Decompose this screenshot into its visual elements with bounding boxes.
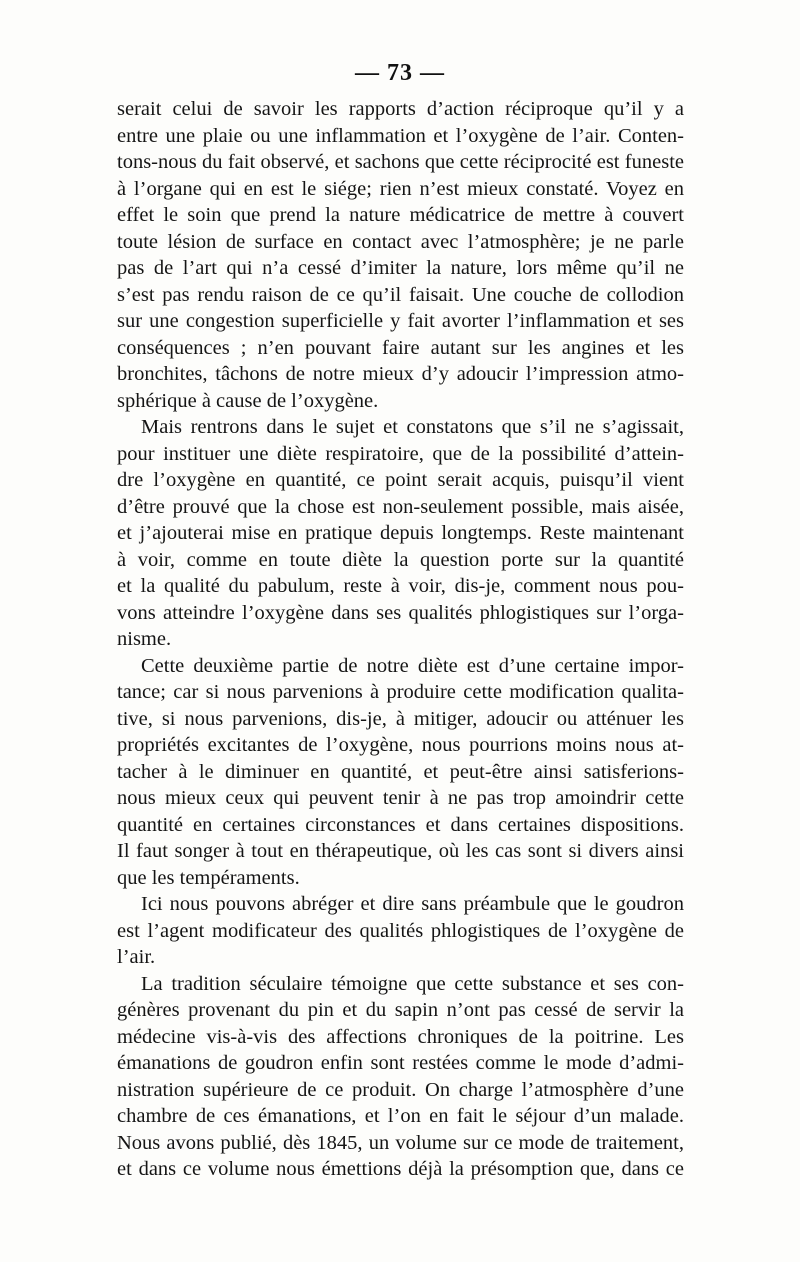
text-line: propriétés excitantes de l’oxygène, nous pourrions moins nous at- [117,734,684,756]
text-line: que les tempéraments. [117,866,300,889]
text-line: toute lésion de surface en contact avec l’atmosphère; je ne parle [117,230,684,253]
text-line: Mais rentrons dans le sujet et constatons que s’il ne s’agissait, [141,416,684,438]
text-line: à l’organe qui en est le siége; rien n’est mieux constaté. Voyez en [117,177,684,200]
text-line: Il faut songer à tout en thérapeutique, où les cas sont si divers ainsi [117,840,684,862]
text-line: nisme. [117,628,172,650]
text-line: tacher à le diminuer en quantité, et peut-être ainsi satisferions- [117,760,684,783]
text-line: tive, si nous parvenions, dis-je, à mitiger, adoucir ou atténuer les [117,707,684,730]
text-line: tance; car si nous parvenions à produire cette modification qualita- [117,681,684,703]
text-line: Nous avons publié, dès 1845, un volume sur ce mode de traitement, [117,1131,684,1154]
paragraph [117,96,684,414]
text-line: chambre de ces émanations, et l’on en fait le séjour d’un malade. [117,1105,684,1127]
text-line: bronchites, tâchons de notre mieux d’y adoucir l’impression atmo- [117,363,684,385]
text-line: tons-nous du fait observé, et sachons que cette réciprocité est funeste [117,151,684,173]
text-line: émanations de goudron enfin sont restées comme le mode d’admi- [117,1052,684,1074]
text-line: Ici nous pouvons abréger et dire sans préambule que le goudron [141,893,684,915]
text-line: pour instituer une diète respiratoire, que de la possibilité d’attein- [117,442,684,465]
text-line: pas de l’art qui n’a cessé d’imiter la nature, lors même qu’il ne [117,257,684,279]
text-line: effet le soin que prend la nature médicatrice de mettre à couvert [117,204,684,226]
text-line: est l’agent modificateur des qualités phlogistiques de l’oxygène de [117,919,684,942]
text-line: génères provenant du pin et du sapin n’ont pas cessé de servir la [117,999,684,1021]
page-number: — 73 — [355,60,445,86]
text-line: sphérique à cause de l’oxygène. [117,389,379,412]
text-line: à voir, comme en toute diète la question porte sur la quantité [117,548,684,571]
text-line: quantité en certaines circonstances et dans certaines dispositions. [117,813,684,836]
text-line: nous mieux ceux qui peuvent tenir à ne pas trop amoindrir cette [117,787,684,809]
text-line: médecine vis-à-vis des affections chroniques de la poitrine. Les [117,1025,684,1048]
text-line: vons atteindre l’oxygène dans ses qualités phlogistiques sur l’orga- [117,601,684,624]
paragraph [117,414,684,653]
text-line: et j’ajouterai mise en pratique depuis longtemps. Reste maintenant [117,522,684,544]
text-line: d’être prouvé que la chose est non-seulement possible, mais aisée, [117,495,684,518]
body-text [117,96,684,1183]
text-line: sur une congestion superficielle y fait avorter l’inflammation et ses [117,310,684,332]
paragraph [117,653,684,892]
text-line: l’air. [117,946,156,968]
text-line: conséquences ; n’en pouvant faire autant sur les angines et les [117,336,684,359]
text-line: et la qualité du pabulum, reste à voir, dis-je, comment nous pou- [117,575,684,597]
text-line: nistration supérieure de ce produit. On charge l’atmosphère d’une [117,1078,684,1101]
text-line: serait celui de savoir les rapports d’action réciproque qu’il y a [117,98,684,120]
text-line: La tradition séculaire témoigne que cette substance et ses con- [141,972,684,995]
paragraph [117,891,684,971]
text-line: dre l’oxygène en quantité, ce point serait acquis, puisqu’il vient [117,469,684,491]
text-line: et dans ce volume nous émettions déjà la présomption que, dans ce [117,1158,684,1180]
text-line: Cette deuxième partie de notre diète est d’une certaine impor- [141,654,684,677]
paragraph [117,971,684,1183]
text-line: entre une plaie ou une inflammation et l’oxygène de l’air. Conten- [117,124,684,147]
text-line: s’est pas rendu raison de ce qu’il faisait. Une couche de collodion [117,283,684,306]
